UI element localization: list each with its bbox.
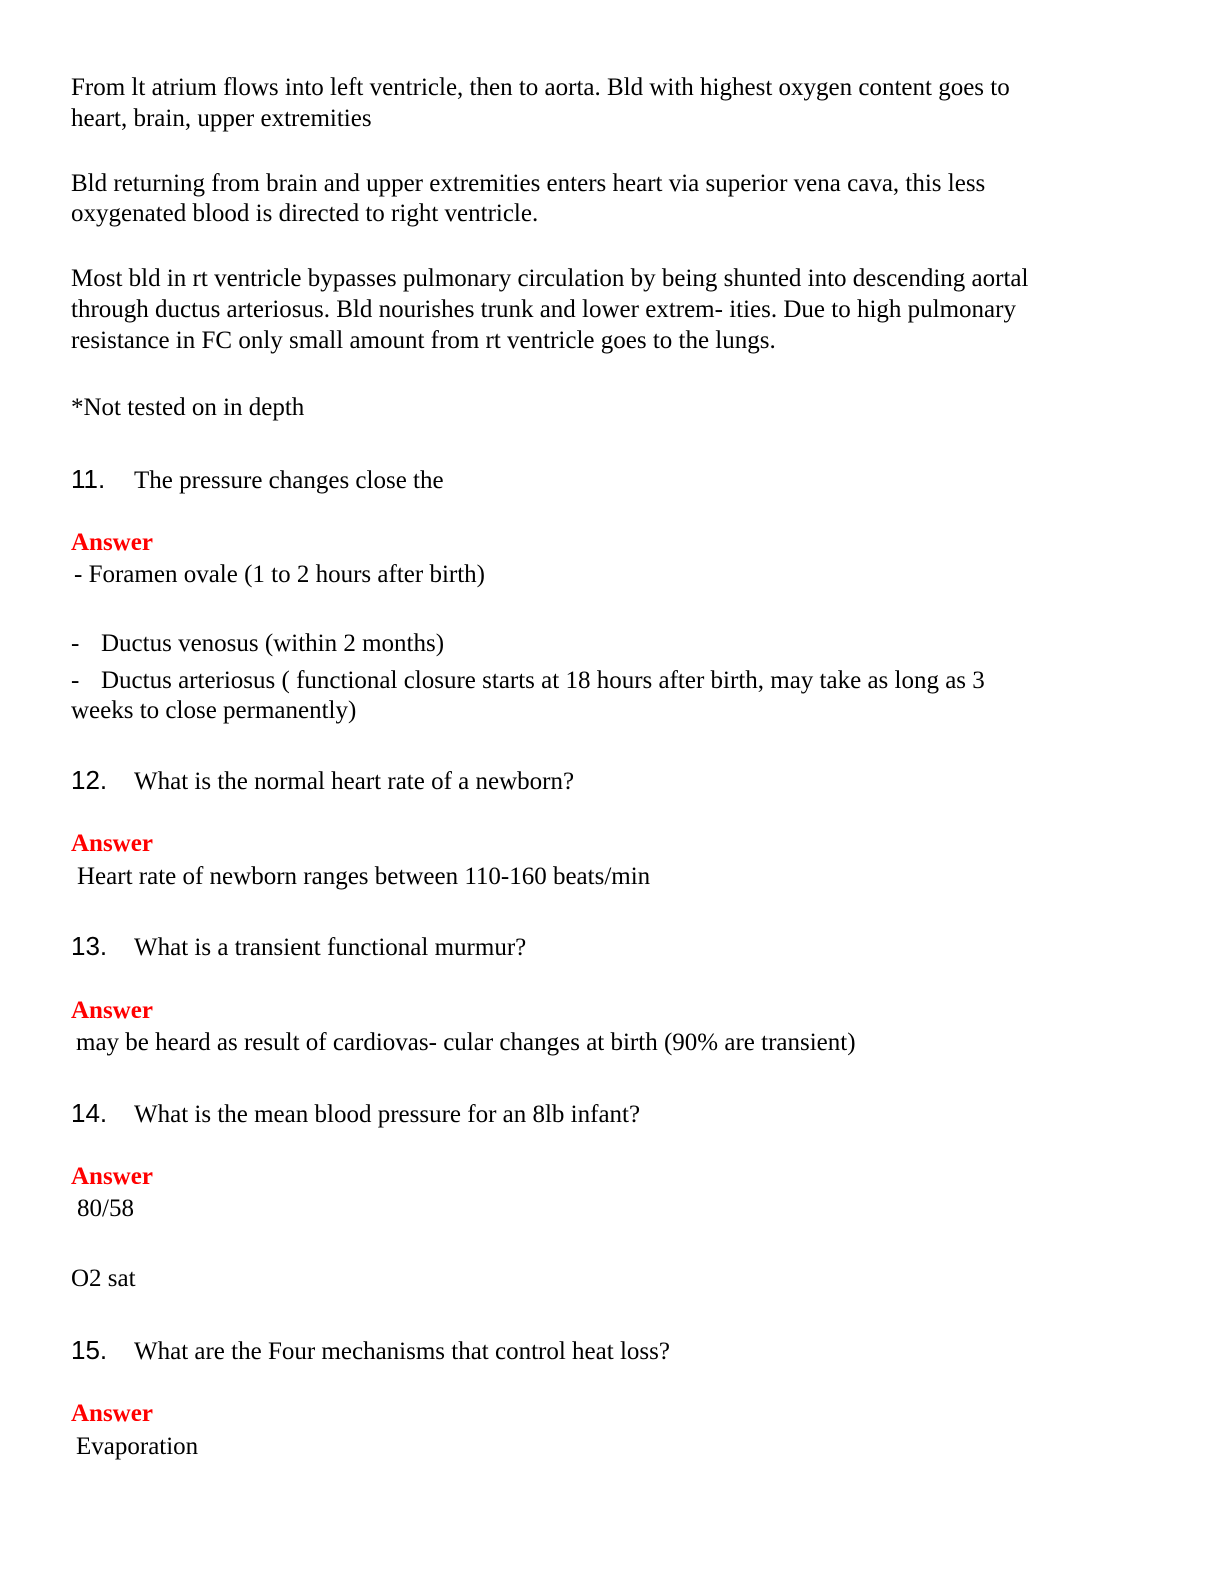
- answer-label: Answer: [71, 1163, 153, 1190]
- answer-line: - Foramen ovale (1 to 2 hours after birth): [74, 561, 485, 588]
- question-number: 12.: [71, 765, 108, 795]
- paragraph-line: resistance in FC only small amount from rt ventricle goes to the lungs.: [71, 327, 776, 354]
- question-number: 14.: [71, 1098, 108, 1128]
- question-text: What is the mean blood pressure for an 8lb infant?: [134, 1101, 641, 1128]
- answer-line: Evaporation: [76, 1433, 199, 1460]
- question-text: The pressure changes close the: [134, 467, 444, 494]
- answer-line: - Ductus venosus (within 2 months): [71, 630, 445, 657]
- dash-bullet: -: [71, 667, 80, 694]
- question-13: [71, 931, 526, 963]
- question-number: 13.: [71, 931, 108, 961]
- answer-line: may be heard as result of cardiovas- cular changes at birth (90% are transient): [76, 1029, 856, 1056]
- answer-label: Answer: [71, 997, 153, 1024]
- paragraph-line: Most bld in rt ventricle bypasses pulmonary circulation by being shunted into descending aortal: [71, 265, 1029, 292]
- question-12: [71, 765, 574, 797]
- answer-line: weeks to close permanently): [71, 697, 357, 724]
- question-14: [71, 1098, 640, 1130]
- answer-line: 80/58: [77, 1195, 134, 1222]
- dash-bullet: -: [71, 630, 80, 657]
- answer-line: Heart rate of newborn ranges between 110-160 beats/min: [77, 863, 651, 890]
- question-text: What are the Four mechanisms that control heat loss?: [134, 1338, 670, 1365]
- paragraph-line: oxygenated blood is directed to right ventricle.: [71, 200, 539, 227]
- answer-line: - Ductus arteriosus ( functional closure starts at 18 hours after birth, may take as long as 3: [71, 667, 985, 694]
- paragraph-line: From lt atrium flows into left ventricle, then to aorta. Bld with highest oxygen content goes to: [71, 74, 1010, 101]
- answer-label: Answer: [71, 1400, 153, 1427]
- question-11: [71, 464, 444, 496]
- question-text: What is a transient functional murmur?: [134, 934, 527, 961]
- question-number: 11.: [71, 464, 106, 494]
- answer-label: Answer: [71, 830, 153, 857]
- question-number: 15.: [71, 1335, 108, 1365]
- answer-label: Answer: [71, 529, 153, 556]
- question-15: [71, 1335, 670, 1367]
- paragraph-line: through ductus arteriosus. Bld nourishes trunk and lower extrem- ities. Due to high pulmonary: [71, 296, 1016, 323]
- answer-line: O2 sat: [71, 1265, 136, 1292]
- question-text: What is the normal heart rate of a newborn?: [134, 768, 575, 795]
- paragraph-line: heart, brain, upper extremities: [71, 105, 372, 132]
- paragraph-line: Bld returning from brain and upper extremities enters heart via superior vena cava, this less: [71, 170, 986, 197]
- note-text: *Not tested on in depth: [71, 394, 305, 421]
